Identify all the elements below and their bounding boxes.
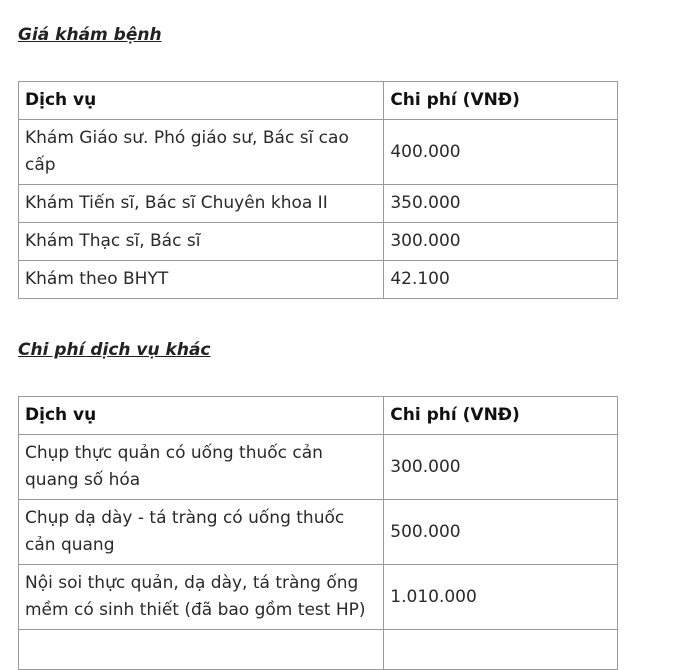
table-row [19,120,618,185]
price-cell: 42.100 [384,261,618,299]
service-cell: Nội soi thực quản, dạ dày, tá tràng ống mềm có sinh thiết (đã bao gồm test HP) [19,565,384,630]
table-header-row [19,82,618,120]
price-cell: 300.000 [384,223,618,261]
price-cell: 400.000 [384,120,618,185]
column-header-service: Dịch vụ [19,397,384,435]
service-cell: Khám Giáo sư. Phó giáo sư, Bác sĩ cao cấp [19,120,384,185]
service-cell: Chụp thực quản có uống thuốc cản quang số hóa [19,435,384,500]
other-services-price-table [18,396,618,670]
service-cell: Chụp dạ dày - tá tràng có uống thuốc cản quang [19,500,384,565]
table-row [19,261,618,299]
table-header-row [19,397,618,435]
price-cell [384,630,618,670]
column-header-price: Chi phí (VNĐ) [384,82,618,120]
table-row [19,185,618,223]
table-row [19,565,618,630]
table-row [19,500,618,565]
table-row [19,223,618,261]
service-cell [19,630,384,670]
service-cell: Khám Thạc sĩ, Bác sĩ [19,223,384,261]
section-heading-other-services: Chi phí dịch vụ khác [18,340,211,360]
column-header-price: Chi phí (VNĐ) [384,397,618,435]
price-cell: 1.010.000 [384,565,618,630]
section-heading-exam-prices: Giá khám bệnh [18,25,162,45]
service-cell: Khám Tiến sĩ, Bác sĩ Chuyên khoa II [19,185,384,223]
price-cell: 500.000 [384,500,618,565]
table-row [19,435,618,500]
table-row [19,630,618,670]
column-header-service: Dịch vụ [19,82,384,120]
price-cell: 300.000 [384,435,618,500]
exam-price-table [18,81,618,299]
service-cell: Khám theo BHYT [19,261,384,299]
price-cell: 350.000 [384,185,618,223]
